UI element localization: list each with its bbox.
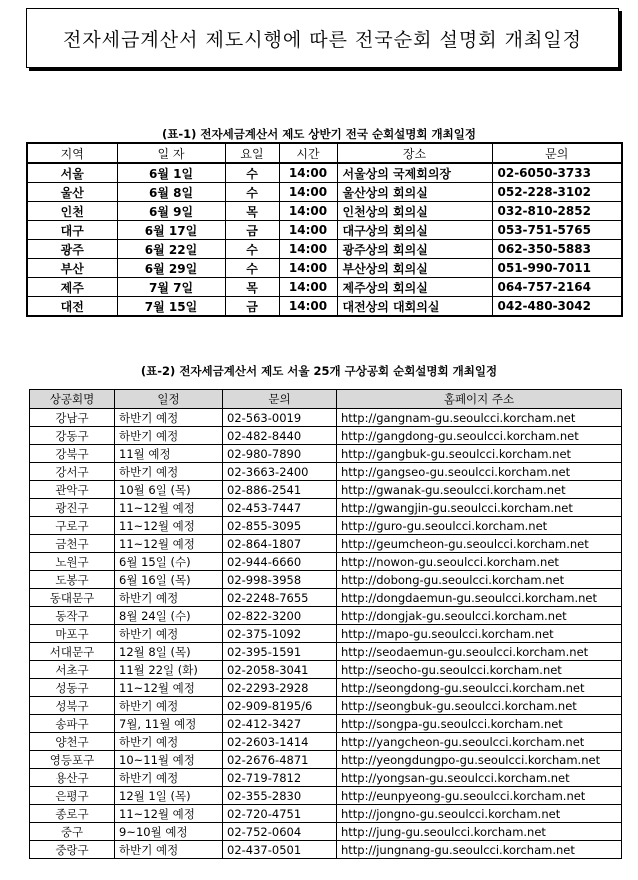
- table-row: [30, 697, 622, 715]
- cell-schedule: 11~12월 예정: [115, 517, 223, 535]
- cell-contact: 052-228-3102: [492, 183, 622, 202]
- nationwide-schedule-table: [26, 142, 623, 317]
- cell-homepage-link[interactable]: http://gangnam-gu.seoulcci.korcham.net: [337, 409, 622, 427]
- table-row: [30, 661, 622, 679]
- cell-chamber-name: 동작구: [30, 607, 115, 625]
- table-row: [30, 643, 622, 661]
- table-row: [30, 535, 622, 553]
- cell-contact: 02-482-8440: [223, 427, 337, 445]
- cell-contact: 02-2058-3041: [223, 661, 337, 679]
- cell-contact: 02-2248-7655: [223, 589, 337, 607]
- document-title-text: 전자세금계산서 제도시행에 따른 전국순회 설명회 개최일정: [62, 28, 583, 51]
- header-date: 일 자: [117, 143, 225, 163]
- cell-homepage-link[interactable]: http://gwanak-gu.seoulcci.korcham.net: [337, 481, 622, 499]
- cell-time: 14:00: [279, 163, 337, 183]
- cell-contact: 02-944-6660: [223, 553, 337, 571]
- cell-homepage-link[interactable]: http://seocho-gu.seoulcci.korcham.net: [337, 661, 622, 679]
- cell-chamber-name: 성북구: [30, 697, 115, 715]
- table-row: [30, 679, 622, 697]
- cell-chamber-name: 강남구: [30, 409, 115, 427]
- cell-chamber-name: 마포구: [30, 625, 115, 643]
- cell-schedule: 12월 1일 (목): [115, 787, 223, 805]
- table-row: [30, 625, 622, 643]
- cell-date: 6월 22일: [117, 240, 225, 259]
- cell-date: 6월 1일: [117, 163, 225, 183]
- cell-chamber-name: 동대문구: [30, 589, 115, 607]
- cell-chamber-name: 구로구: [30, 517, 115, 535]
- cell-homepage-link[interactable]: http://jongno-gu.seoulcci.korcham.net: [337, 805, 622, 823]
- cell-contact: 02-395-1591: [223, 643, 337, 661]
- cell-schedule: 하반기 예정: [115, 769, 223, 787]
- table2-caption: (표-2) 전자세금계산서 제도 서울 25개 구상공회 순회설명회 개최일정: [140, 364, 498, 378]
- cell-contact: 02-453-7447: [223, 499, 337, 517]
- cell-venue: 광주상의 회의실: [337, 240, 492, 259]
- cell-region: 대전: [27, 297, 117, 317]
- table-row: [27, 297, 622, 317]
- cell-weekday: 수: [225, 259, 279, 278]
- table-header-row: [27, 143, 622, 163]
- table-row: [30, 409, 622, 427]
- cell-time: 14:00: [279, 183, 337, 202]
- cell-region: 부산: [27, 259, 117, 278]
- table-row: [30, 499, 622, 517]
- cell-time: 14:00: [279, 202, 337, 221]
- cell-region: 인천: [27, 202, 117, 221]
- cell-weekday: 금: [225, 297, 279, 317]
- cell-chamber-name: 광진구: [30, 499, 115, 517]
- cell-weekday: 목: [225, 202, 279, 221]
- cell-homepage-link[interactable]: http://seongbuk-gu.seoulcci.korcham.net: [337, 697, 622, 715]
- cell-homepage-link[interactable]: http://dongdaemun-gu.seoulcci.korcham.net: [337, 589, 622, 607]
- cell-venue: 인천상의 회의실: [337, 202, 492, 221]
- cell-chamber-name: 관악구: [30, 481, 115, 499]
- cell-venue: 대구상의 회의실: [337, 221, 492, 240]
- table-row: [30, 823, 622, 841]
- cell-schedule: 11~12월 예정: [115, 535, 223, 553]
- table-row: [30, 445, 622, 463]
- table-row: [27, 259, 622, 278]
- cell-schedule: 하반기 예정: [115, 733, 223, 751]
- cell-homepage-link[interactable]: http://gangbuk-gu.seoulcci.korcham.net: [337, 445, 622, 463]
- cell-schedule: 11~12월 예정: [115, 805, 223, 823]
- table-row: [30, 805, 622, 823]
- cell-contact: 02-412-3427: [223, 715, 337, 733]
- cell-chamber-name: 양천구: [30, 733, 115, 751]
- document-title: [26, 8, 619, 68]
- cell-date: 7월 15일: [117, 297, 225, 317]
- cell-chamber-name: 서대문구: [30, 643, 115, 661]
- cell-date: 7월 7일: [117, 278, 225, 297]
- table-row: [30, 481, 622, 499]
- cell-chamber-name: 중구: [30, 823, 115, 841]
- cell-chamber-name: 노원구: [30, 553, 115, 571]
- cell-homepage-link[interactable]: http://geumcheon-gu.seoulcci.korcham.net: [337, 535, 622, 553]
- cell-contact: 02-437-0501: [223, 841, 337, 859]
- cell-date: 6월 17일: [117, 221, 225, 240]
- cell-time: 14:00: [279, 297, 337, 317]
- cell-homepage-link[interactable]: http://yangcheon-gu.seoulcci.korcham.net: [337, 733, 622, 751]
- cell-schedule: 하반기 예정: [115, 409, 223, 427]
- cell-contact: 02-855-3095: [223, 517, 337, 535]
- cell-chamber-name: 영등포구: [30, 751, 115, 769]
- cell-homepage-link[interactable]: http://jungnang-gu.seoulcci.korcham.net: [337, 841, 622, 859]
- cell-contact: 02-355-2830: [223, 787, 337, 805]
- table-row: [30, 427, 622, 445]
- cell-contact: 032-810-2852: [492, 202, 622, 221]
- cell-chamber-name: 송파구: [30, 715, 115, 733]
- cell-venue: 부산상의 회의실: [337, 259, 492, 278]
- cell-homepage-link[interactable]: http://yongsan-gu.seoulcci.korcham.net: [337, 769, 622, 787]
- cell-homepage-link[interactable]: http://guro-gu.seoulcci.korcham.net: [337, 517, 622, 535]
- table-row: [27, 163, 622, 183]
- header-time: 시간: [279, 143, 337, 163]
- cell-contact: 02-375-1092: [223, 625, 337, 643]
- cell-region: 광주: [27, 240, 117, 259]
- cell-homepage-link[interactable]: http://seongdong-gu.seoulcci.korcham.net: [337, 679, 622, 697]
- cell-contact: 02-998-3958: [223, 571, 337, 589]
- cell-contact: 02-752-0604: [223, 823, 337, 841]
- cell-schedule: 하반기 예정: [115, 589, 223, 607]
- cell-homepage-link[interactable]: http://dobong-gu.seoulcci.korcham.net: [337, 571, 622, 589]
- cell-schedule: 6월 15일 (수): [115, 553, 223, 571]
- table-row: [30, 553, 622, 571]
- cell-date: 6월 9일: [117, 202, 225, 221]
- table-row: [30, 787, 622, 805]
- cell-time: 14:00: [279, 221, 337, 240]
- cell-homepage-link[interactable]: http://nowon-gu.seoulcci.korcham.net: [337, 553, 622, 571]
- table-row: [27, 183, 622, 202]
- header-venue: 장소: [337, 143, 492, 163]
- cell-homepage-link[interactable]: http://gwangjin-gu.seoulcci.korcham.net: [337, 499, 622, 517]
- cell-chamber-name: 은평구: [30, 787, 115, 805]
- cell-weekday: 목: [225, 278, 279, 297]
- cell-schedule: 하반기 예정: [115, 427, 223, 445]
- cell-homepage-link[interactable]: http://yeongdungpo-gu.seoulcci.korcham.net: [337, 751, 622, 769]
- cell-date: 6월 29일: [117, 259, 225, 278]
- cell-contact: 02-980-7890: [223, 445, 337, 463]
- cell-schedule: 11~12월 예정: [115, 679, 223, 697]
- cell-contact: 02-719-7812: [223, 769, 337, 787]
- table-header-row: [30, 390, 622, 409]
- cell-chamber-name: 강동구: [30, 427, 115, 445]
- cell-weekday: 수: [225, 183, 279, 202]
- cell-contact: 02-822-3200: [223, 607, 337, 625]
- cell-time: 14:00: [279, 259, 337, 278]
- cell-homepage-link[interactable]: http://gangdong-gu.seoulcci.korcham.net: [337, 427, 622, 445]
- table-row: [27, 240, 622, 259]
- cell-schedule: 하반기 예정: [115, 841, 223, 859]
- cell-schedule: 하반기 예정: [115, 697, 223, 715]
- cell-region: 울산: [27, 183, 117, 202]
- cell-chamber-name: 금천구: [30, 535, 115, 553]
- cell-homepage-link[interactable]: http://seodaemun-gu.seoulcci.korcham.net: [337, 643, 622, 661]
- header-chamber-name: 상공회명: [30, 390, 115, 409]
- cell-time: 14:00: [279, 278, 337, 297]
- cell-chamber-name: 강북구: [30, 445, 115, 463]
- cell-schedule: 9~10월 예정: [115, 823, 223, 841]
- cell-region: 대구: [27, 221, 117, 240]
- table-row: [30, 715, 622, 733]
- cell-chamber-name: 종로구: [30, 805, 115, 823]
- seoul-district-schedule-table: [29, 389, 622, 859]
- cell-chamber-name: 도봉구: [30, 571, 115, 589]
- header-contact: 문의: [223, 390, 337, 409]
- cell-homepage-link[interactable]: http://dongjak-gu.seoulcci.korcham.net: [337, 607, 622, 625]
- cell-time: 14:00: [279, 240, 337, 259]
- cell-homepage-link[interactable]: http://jung-gu.seoulcci.korcham.net: [337, 823, 622, 841]
- cell-venue: 울산상의 회의실: [337, 183, 492, 202]
- table-row: [30, 463, 622, 481]
- cell-contact: 02-563-0019: [223, 409, 337, 427]
- cell-schedule: 7월, 11월 예정: [115, 715, 223, 733]
- cell-region: 서울: [27, 163, 117, 183]
- table-row: [30, 733, 622, 751]
- cell-contact: 051-990-7011: [492, 259, 622, 278]
- table-row: [30, 841, 622, 859]
- cell-contact: 064-757-2164: [492, 278, 622, 297]
- cell-contact: 02-720-4751: [223, 805, 337, 823]
- table-row: [27, 278, 622, 297]
- cell-weekday: 수: [225, 240, 279, 259]
- cell-contact: 02-6050-3733: [492, 163, 622, 183]
- cell-contact: 02-864-1807: [223, 535, 337, 553]
- cell-schedule: 11월 22일 (화): [115, 661, 223, 679]
- table-row: [30, 589, 622, 607]
- cell-schedule: 11월 예정: [115, 445, 223, 463]
- cell-contact: 02-2293-2928: [223, 679, 337, 697]
- table-row: [30, 607, 622, 625]
- cell-contact: 053-751-5765: [492, 221, 622, 240]
- header-homepage: 홈페이지 주소: [337, 390, 622, 409]
- table-row: [30, 769, 622, 787]
- table-row: [30, 751, 622, 769]
- cell-venue: 서울상의 국제회의장: [337, 163, 492, 183]
- cell-venue: 대전상의 대회의실: [337, 297, 492, 317]
- cell-schedule: 6월 16일 (목): [115, 571, 223, 589]
- cell-contact: 02-2603-1414: [223, 733, 337, 751]
- table-row: [30, 517, 622, 535]
- header-schedule: 일정: [115, 390, 223, 409]
- table1-caption: (표-1) 전자세금계산서 제도 상반기 전국 순회설명회 개최일정: [162, 127, 476, 141]
- cell-homepage-link[interactable]: http://eunpyeong-gu.seoulcci.korcham.net: [337, 787, 622, 805]
- cell-region: 제주: [27, 278, 117, 297]
- cell-date: 6월 8일: [117, 183, 225, 202]
- cell-contact: 02-886-2541: [223, 481, 337, 499]
- table-row: [27, 221, 622, 240]
- cell-venue: 제주상의 회의실: [337, 278, 492, 297]
- cell-homepage-link[interactable]: http://songpa-gu.seoulcci.korcham.net: [337, 715, 622, 733]
- cell-weekday: 금: [225, 221, 279, 240]
- cell-chamber-name: 성동구: [30, 679, 115, 697]
- cell-schedule: 하반기 예정: [115, 463, 223, 481]
- cell-contact: 02-2676-4871: [223, 751, 337, 769]
- header-region: 지역: [27, 143, 117, 163]
- cell-homepage-link[interactable]: http://mapo-gu.seoulcci.korcham.net: [337, 625, 622, 643]
- cell-schedule: 8월 24일 (수): [115, 607, 223, 625]
- table-row: [30, 571, 622, 589]
- cell-weekday: 수: [225, 163, 279, 183]
- cell-homepage-link[interactable]: http://gangseo-gu.seoulcci.korcham.net: [337, 463, 622, 481]
- cell-chamber-name: 중랑구: [30, 841, 115, 859]
- cell-schedule: 하반기 예정: [115, 625, 223, 643]
- cell-schedule: 12월 8일 (목): [115, 643, 223, 661]
- table-row: [27, 202, 622, 221]
- cell-schedule: 10~11월 예정: [115, 751, 223, 769]
- cell-chamber-name: 서초구: [30, 661, 115, 679]
- cell-contact: 062-350-5883: [492, 240, 622, 259]
- cell-chamber-name: 강서구: [30, 463, 115, 481]
- cell-schedule: 11~12월 예정: [115, 499, 223, 517]
- cell-chamber-name: 용산구: [30, 769, 115, 787]
- cell-contact: 02-3663-2400: [223, 463, 337, 481]
- header-contact: 문의: [492, 143, 622, 163]
- header-weekday: 요일: [225, 143, 279, 163]
- cell-contact: 02-909-8195/6: [223, 697, 337, 715]
- cell-schedule: 10월 6일 (목): [115, 481, 223, 499]
- cell-contact: 042-480-3042: [492, 297, 622, 317]
